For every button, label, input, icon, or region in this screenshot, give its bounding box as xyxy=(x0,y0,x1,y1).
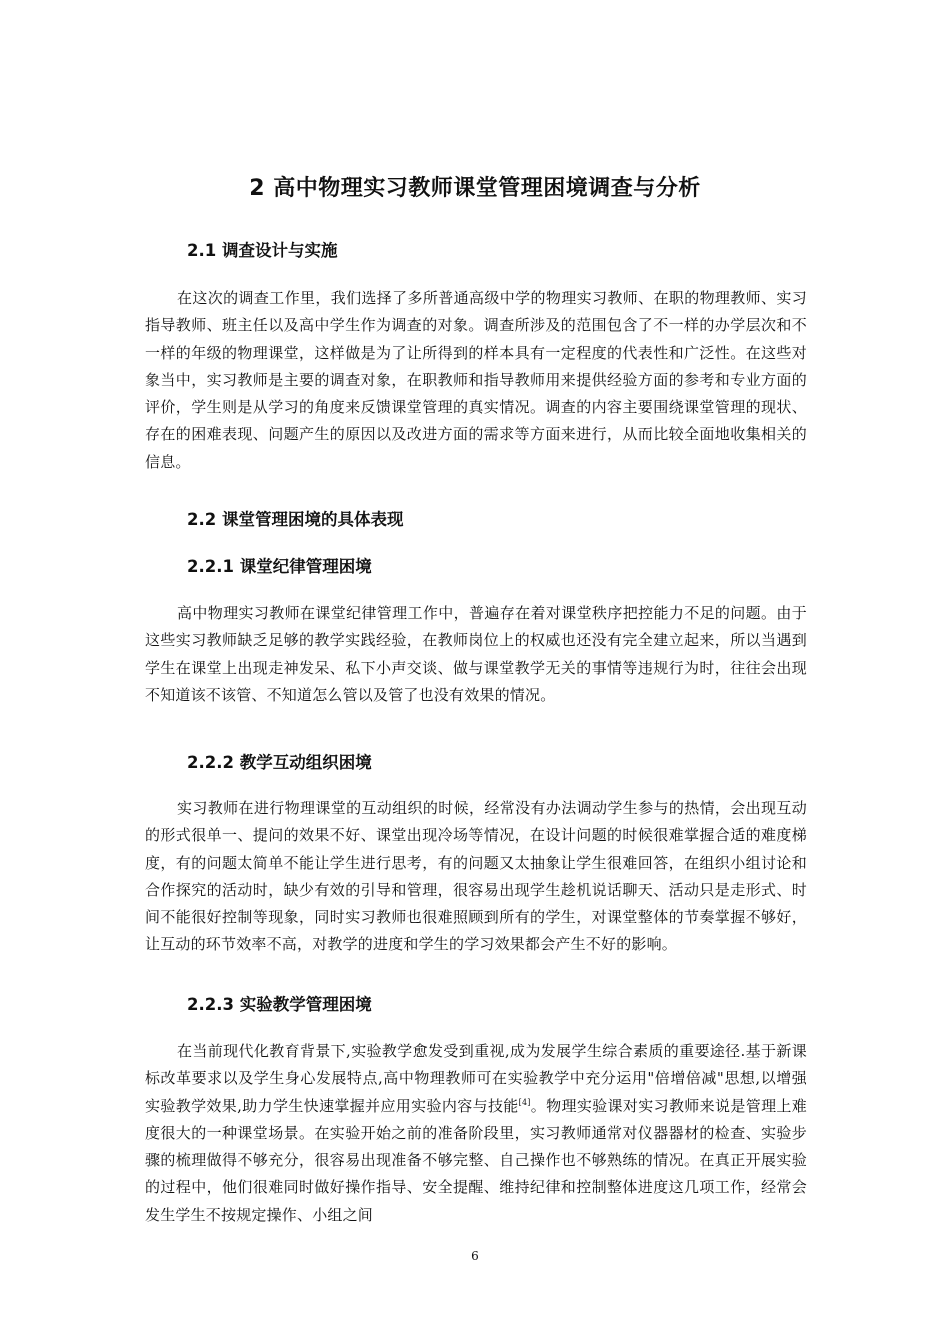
page-number: 6 xyxy=(471,1249,479,1263)
chapter-title: 2 高中物理实习教师课堂管理困境调查与分析 xyxy=(249,176,701,201)
paragraph-text-after-citation: 。物理实验课对实习教师来说是管理上难度很大的一种课堂场景。在实验开始之前的准备阶段里，实习教师通常对仪器器材的检查、实验步骤的梳理做得不够充分，很容易出现准备不够完整、自己操作也不够熟练的情况。在真正开展实验的过程中，他们很难同时做好操作指导、安全提醒、维持纪律和控制整体进度这几项工作，经常会发生学生不按规定操作、小组之间 xyxy=(145,1096,807,1224)
paragraph-text-before-citation: 在当前现代化教育背景下,实验教学愈发受到重视,成为发展学生综合素质的重要途径.基于新课标改革要求以及学生身心发展特点,高中物理教师可在实验教学中充分运用"倍增倍减"思想,以增强实验教学效果,助力学生快速掌握并应用实验内容与技能 xyxy=(145,1042,807,1115)
section-2-2-1-paragraph: 高中物理实习教师在课堂纪律管理工作中，普遍存在着对课堂秩序把控能力不足的问题。由于这些实习教师缺乏足够的教学实践经验，在教师岗位上的权威也还没有完全建立起来，所以当遇到学生在课堂上出现走神发呆、私下小声交谈、做与课堂教学无关的事情等违规行为时，往往会出现不知道该不该管、不知道怎么管以及管了也没有效果的情况。 xyxy=(145,604,807,704)
section-heading-2-2-2: 2.2.2 教学互动组织困境 xyxy=(187,753,372,772)
section-2-1-paragraph: 在这次的调查工作里，我们选择了多所普通高级中学的物理实习教师、在职的物理教师、实习指导教师、班主任以及高中学生作为调查的对象。调查所涉及的范围包含了不一样的办学层次和不一样的年级的物理课堂，这样做是为了让所得到的样本具有一定程度的代表性和广泛性。在这些对象当中，实习教师是主要的调查对象，在职教师和指导教师用来提供经验方面的参考和专业方面的评价，学生则是从学习的角度来反馈课堂管理的真实情况。调查的内容主要围绕课堂管理的现状、存在的困难表现、问题产生的原因以及改进方面的需求等方面来进行，从而比较全面地收集相关的信息。 xyxy=(145,289,807,471)
section-2-2-2-paragraph: 实习教师在进行物理课堂的互动组织的时候，经常没有办法调动学生参与的热情，会出现互动的形式很单一、提问的效果不好、课堂出现冷场等情况，在设计问题的时候很难掌握合适的难度梯度，有的问题太简单不能让学生进行思考，有的问题又太抽象让学生很难回答，在组织小组讨论和合作探究的活动时，缺少有效的引导和管理，很容易出现学生趁机说话聊天、活动只是走形式、时间不能很好控制等现象，同时实习教师也很难照顾到所有的学生，对课堂整体的节奏掌握不够好，让互动的环节效率不高，对教学的进度和学生的学习效果都会产生不好的影响。 xyxy=(145,799,807,954)
section-heading-2-1: 2.1 调查设计与实施 xyxy=(187,241,338,260)
section-heading-2-2-1: 2.2.1 课堂纪律管理困境 xyxy=(187,557,372,576)
section-2-2-3-paragraph xyxy=(145,1038,807,1229)
section-heading-2-2-3: 2.2.3 实验教学管理困境 xyxy=(187,995,372,1014)
citation-reference: [4] xyxy=(518,1097,531,1107)
section-heading-2-2: 2.2 课堂管理困境的具体表现 xyxy=(187,510,404,529)
